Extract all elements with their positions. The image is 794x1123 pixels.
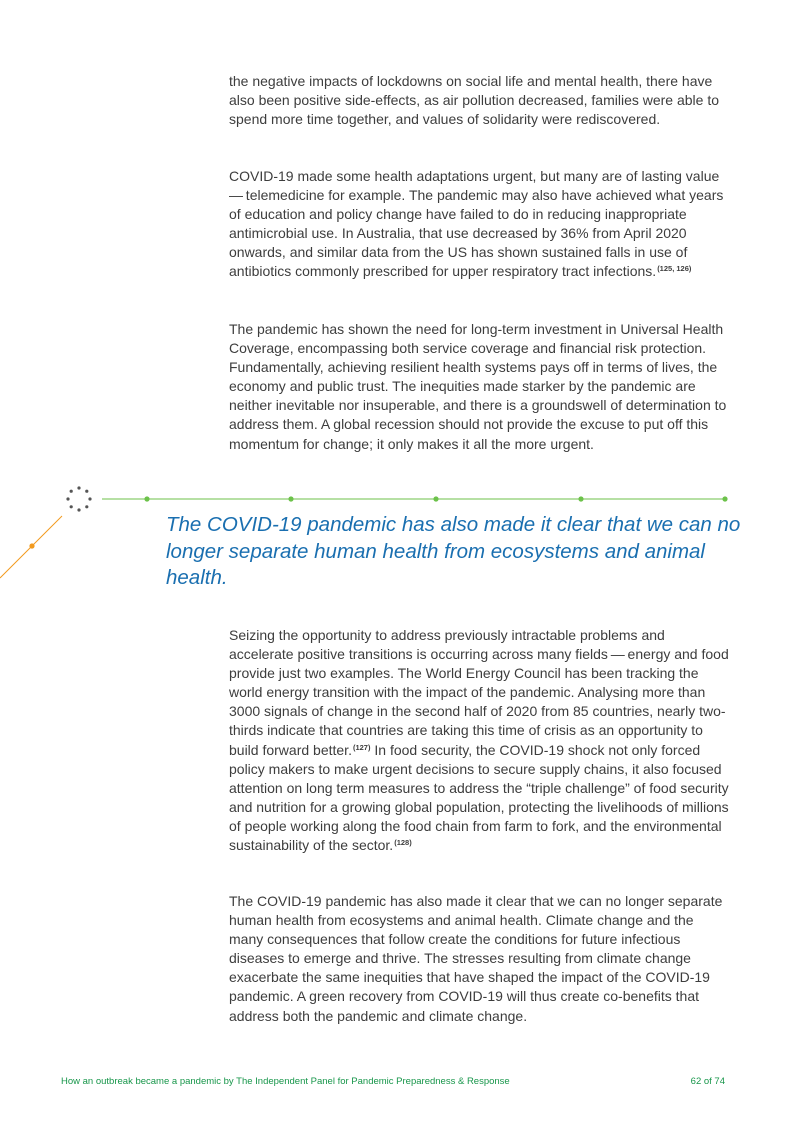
footer-page-number: 62 of 74	[690, 1076, 725, 1087]
body-paragraph-3	[229, 320, 729, 454]
pull-quote: The COVID-19 pandemic has also made it clear that we can no longer separate human health from ecosystems and animal health.	[166, 513, 741, 589]
body-paragraph-4	[229, 626, 729, 855]
paragraph-text: COVID-19 made some health adaptations urgent, but many are of lasting value — telemedicine for example. The pandemic may also have achieved what years of education and policy change have failed to do in reducing inappropriate antimicrobial use. In Australia, that use decreased by 36% from April 2020 onwards, and similar data from the US has shown sustained falls in use of antibiotics commonly prescribed for upper respiratory tract infections.	[229, 168, 724, 280]
dotted-circle-icon	[66, 486, 91, 511]
footer-document-title: How an outbreak became a pandemic by The Independent Panel for Pandemic Preparedness & Response	[61, 1076, 510, 1087]
paragraph-text: In food security, the COVID-19 shock not only forced policy makers to make urgent decisions to secure supply chains, it also focused attention on long term measures to address the “triple challenge” of food security and nutrition for a growing global population, protecting the livelihoods of millions of people working along the food chain from farm to fork, and the environmental sustainability of the sector.	[229, 741, 729, 854]
paragraph-text: Seizing the opportunity to address previously intractable problems and accelerate positive transitions is occurring across many fields — energy and food provide just two examples. The World Energy Council has been tracking the world energy transition with the impact of the pandemic. Analysing more than 3000 signals of change in the second half of 2020 from 85 countries, nearly two-thirds indicate that countries are taking this time of crisis as an opportunity to build forward better.	[229, 627, 729, 758]
divider-nodes	[144, 496, 727, 501]
body-paragraph-2	[229, 167, 729, 282]
paragraph-text: The COVID-19 pandemic has also made it clear that we can no longer separate human health from ecosystems and animal health. Climate change and the many consequences that follow create the conditions for future infectious diseases to emerge and thrive. The stresses resulting from climate change exacerbate the same inequities that have shaped the impact of the COVID-19 pandemic. A green recovery from COVID-19 will thus create co-benefits that address both the pandemic and climate change.	[229, 893, 723, 1024]
body-paragraph-1	[229, 72, 729, 129]
orange-accent-line	[0, 516, 62, 578]
citation-ref: (127)	[352, 742, 371, 752]
paragraph-text: the negative impacts of lockdowns on social life and mental health, there have also been positive side-effects, as air pollution decreased, families were able to spend more time together, and values of solidarity were rediscovered.	[229, 73, 720, 128]
citation-ref: (125, 126)	[657, 264, 692, 274]
body-paragraph-5	[229, 892, 729, 1026]
citation-ref: (128)	[394, 838, 412, 848]
orange-accent-dot	[29, 543, 34, 548]
paragraph-text: The pandemic has shown the need for long-term investment in Universal Health Coverage, encompassing both service coverage and financial risk protection. Fundamentally, achieving resilient health systems pays off in terms of lives, the economy and public trust. The inequities made starker by the pandemic are neither inevitable nor insuperable, and there is a groundswell of determination to address them. A global recession should not provide the excuse to put off this momentum for change; it only makes it all the more urgent.	[229, 321, 727, 452]
